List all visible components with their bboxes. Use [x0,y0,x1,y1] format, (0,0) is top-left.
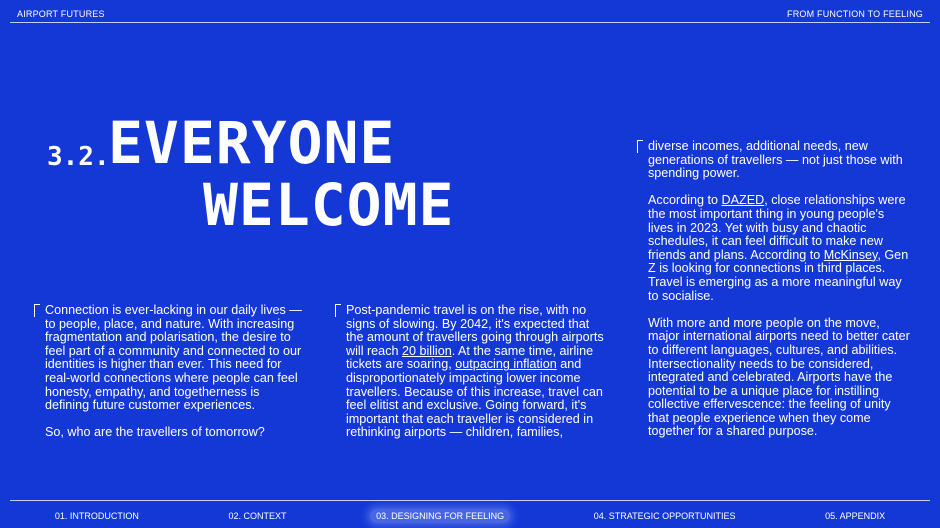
link-dazed[interactable]: DAZED [721,193,765,208]
column3-text-1: According to [648,193,722,208]
nav-item-designing-for-feeling[interactable]: 03. DESIGNING FOR FEELING [370,509,510,523]
link-outpacing-inflation[interactable]: outpacing inflation [455,357,557,372]
column1-paragraph2: So, who are the travellers of tomorrow? [45,425,265,440]
text-column-3 [637,140,910,453]
top-divider [10,22,930,23]
link-20-billion[interactable]: 20 billion [402,343,452,358]
column3-paragraph3: With more and more people on the move, major international airports need to better cater to different languages, cultures, and abilities. Intersectionality needs to be considered, integrated and celebrated. Airports have the potential to be a unique place for instilling collective effervescence: the feeling of unity that people experience when they come together for a shared purpose. [648,315,910,439]
column3-text-2: , close relationships were the most important thing in young people's lives in 2023. Yet with busy and chaotic schedules, it can feel difficult to make new friends and plans. According to [648,193,906,262]
column2-text-1: Post-pandemic travel is on the rise, with no signs of slowing. By 2042, it's expected that the amount of travellers going through airports will reach [346,303,604,358]
section-nav [10,509,930,523]
column3-paragraph1: diverse incomes, additional needs, new generations of travellers — not just those with spending power. [648,139,903,181]
link-mckinsey[interactable]: McKinsey [823,247,878,262]
nav-item-context[interactable]: 02. CONTEXT [228,511,287,521]
bracket-mark [335,304,341,317]
column2-text-2: . At the same time, airline tickets are soaring, [346,343,594,372]
page-title [108,109,455,239]
page-title-line2: WELCOME [203,171,455,239]
column1-paragraph1: Connection is ever-lacking in our daily lives — to people, place, and nature. With increasing fragmentation and polarisation, the desire to feel part of a community and connected to our identities is higher than ever. This need for real-world connections where people can feel honesty, empathy, and togetherness is defining future customer experiences. [45,303,302,413]
section-number: 3.2. [47,142,110,172]
text-column-2 [335,304,608,454]
bottom-divider [10,500,930,501]
nav-item-strategic-opportunities[interactable]: 04. STRATEGIC OPPORTUNITIES [593,511,736,521]
column3-text-3: , Gen Z is looking for connections in third places. Travel is emerging as a more meaningful way to socialise. [648,247,909,303]
bracket-mark [637,140,643,153]
text-column-1 [34,304,307,454]
nav-item-introduction[interactable]: 01. INTRODUCTION [54,511,139,521]
header-right-label: FROM FUNCTION TO FEELING [787,9,923,19]
nav-item-appendix[interactable]: 05. APPENDIX [825,511,886,521]
column2-text-3: and disproportionately impacting lower income travellers. Because of this increase, travel can feel elitist and exclusive. Going forward, it's important that each traveller is considered in rethinking airports — children, families, [346,357,603,440]
page-title-line1: EVERYONE [108,109,396,177]
column3-paragraph2 [648,194,910,303]
column2-paragraph [346,304,608,440]
bracket-mark [34,304,40,317]
header-left-label: AIRPORT FUTURES [17,9,105,19]
